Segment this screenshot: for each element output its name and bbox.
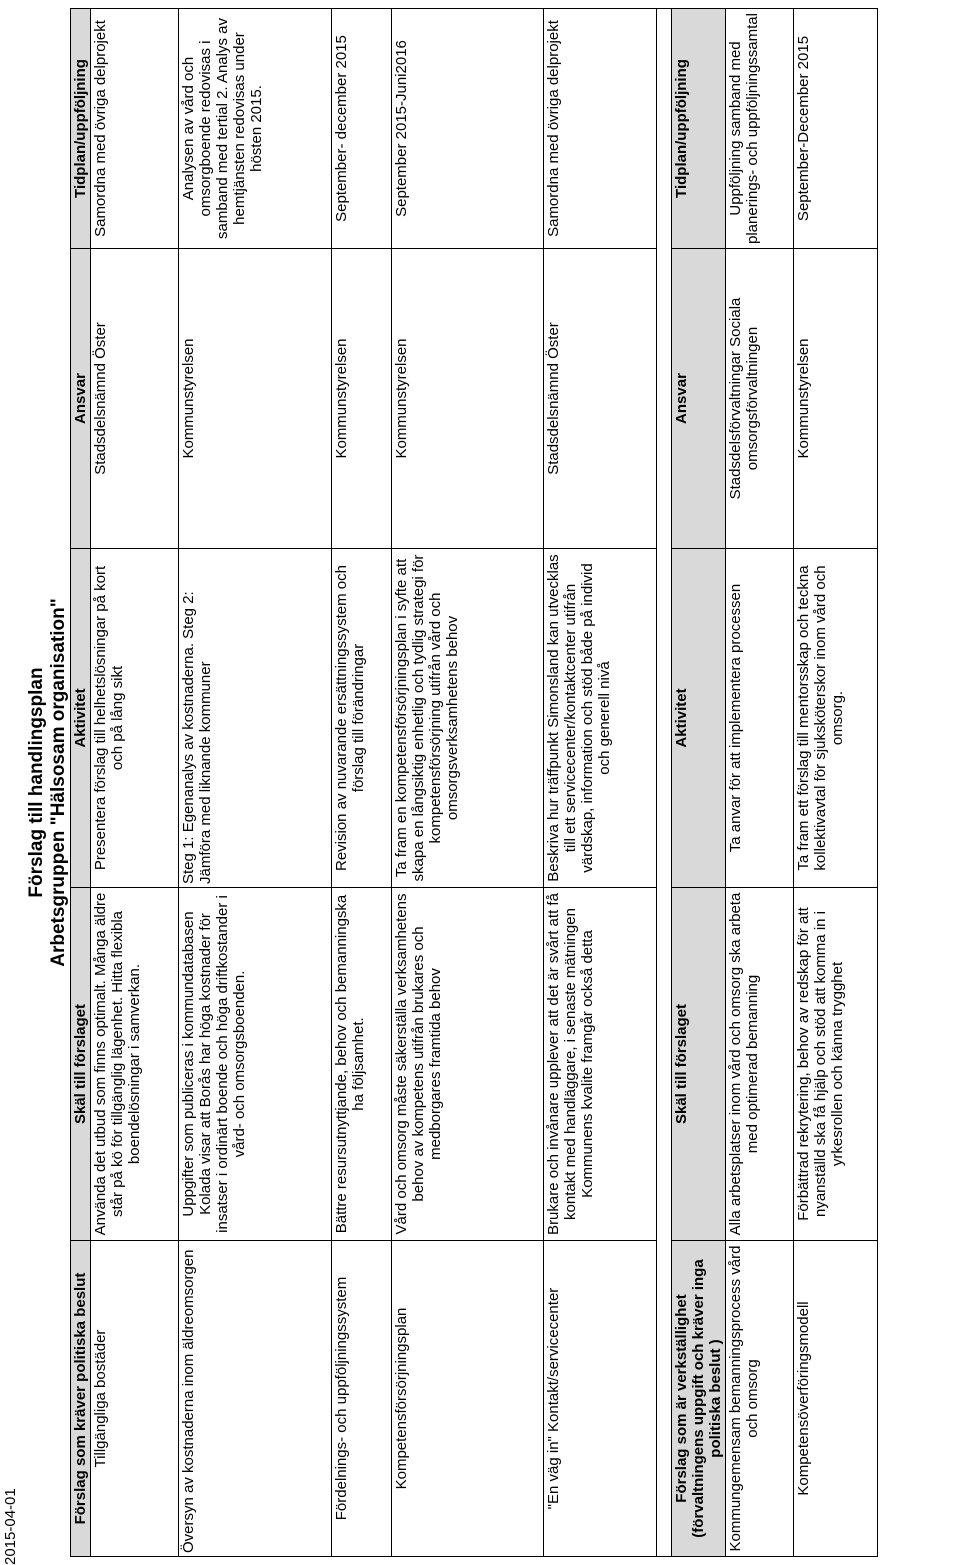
schedule-cell: Samordna med övriga delprojekt	[91, 9, 179, 249]
table-row	[332, 9, 392, 1557]
reason-cell: Alla arbetsplatser inom vård och omsorg ska arbeta med optimerad bemanning	[726, 888, 794, 1241]
spacer-row	[657, 9, 672, 1557]
reason-cell: Förbättrad rekrytering, behov av redskap för att nyanställd ska få hjälp och stöd att komma in i yrkesrollen och känna trygghet	[794, 888, 878, 1241]
reason-cell: Bättre resursutnyttjande, behov och bemanningska ha följsamhet.	[332, 888, 392, 1241]
header-reason: Skäl till förslaget	[71, 888, 91, 1241]
responsible-cell: Kommunstyrelsen	[179, 249, 332, 549]
section1-header-row	[71, 9, 91, 1557]
activity-cell: Presentera förslag till helhetslösningar på kort och på lång sikt	[91, 549, 179, 888]
activity-cell: Ta fram en kompetensförsörjningsplan i syfte att skapa en långsiktig enhetlig och tydlig strategi för kompetensförsörjning utifrån vård och omsorgsverksamhetens behov	[392, 549, 544, 888]
schedule-cell: Uppföljning samband med planerings- och uppföljningssamtal	[726, 9, 794, 249]
schedule-cell: September- december 2015	[332, 9, 392, 249]
section2-header-row	[672, 9, 726, 1557]
document-date: 2015-04-01	[2, 1488, 19, 1565]
header-schedule: Tidplan/uppföljning	[71, 9, 91, 249]
responsible-cell: Stadsdelsnämnd Öster	[91, 249, 179, 549]
responsible-cell: Kommunstyrelsen	[794, 249, 878, 549]
reason-cell: Brukare och invånare upplever att det är svårt att få kontakt med handläggare, i senaste mätningen Kommunens kvalite framgår också detta	[544, 888, 657, 1241]
header-schedule: Tidplan/uppföljning	[672, 9, 726, 249]
proposal-cell: Kompetensöverföringsmodell	[794, 1241, 878, 1557]
header-reason: Skäl till förslaget	[672, 888, 726, 1241]
schedule-cell: Samordna med övriga delprojekt	[544, 9, 657, 249]
table-row	[179, 9, 332, 1557]
proposal-cell: Fördelnings- och uppföljningssystem	[332, 1241, 392, 1557]
reason-cell: Vård och omsorg måste säkerställa verksamhetens behov av kompetens utifrån brukares och medborgares framtida behov	[392, 888, 544, 1241]
document-subtitle: Arbetsgruppen "Hälsosam organisation"	[48, 598, 69, 967]
activity-cell: Beskriva hur träffpunkt Simonsland kan utvecklas till ett servicecenter/kontaktcenter utifrån värdskap, information och stöd både på individ och generell nivå	[544, 549, 657, 888]
table-row	[392, 9, 544, 1557]
responsible-cell: Stadsdelsförvaltningar Sociala omsorgsförvaltningen	[726, 249, 794, 549]
reason-cell: Använda det utbud som finns optimalt. Många äldre står på kö för tillgänglig lägenhet. Hitta flexibla boendelösningar i samverkan.	[91, 888, 179, 1241]
header-activity: Aktivitet	[71, 549, 91, 888]
table-row	[794, 9, 878, 1557]
proposal-cell: Kompetensförsörjningsplan	[392, 1241, 544, 1557]
spacer-cell	[657, 9, 672, 1557]
activity-cell: Ta anvar för att implementera processen	[726, 549, 794, 888]
schedule-cell: Analysen av vård och omsorgboende redovisas i samband med tertial 2. Analys av hemtjänsten redovisas under hösten 2015.	[179, 9, 332, 249]
header-responsible: Ansvar	[71, 249, 91, 549]
table-row	[726, 9, 794, 1557]
responsible-cell: Stadsdelsnämnd Öster	[544, 249, 657, 549]
header-responsible: Ansvar	[672, 249, 726, 549]
header-proposal: Förslag som är verkställighet (förvaltningens uppgift och kräver inga politiska beslut )	[672, 1241, 726, 1557]
schedule-cell: September-December 2015	[794, 9, 878, 249]
proposal-cell: Kommungemensam bemanningsprocess vård och omsorg	[726, 1241, 794, 1557]
table-row	[544, 9, 657, 1557]
reason-cell: Uppgifter som publiceras i kommundatabasen Kolada visar att Borås har höga kostnader för insatser i ordinärt boende och höga driftkostander i vård- och omsorgsboenden.	[179, 888, 332, 1241]
proposal-cell: "En väg in" Kontakt/servicecenter	[544, 1241, 657, 1557]
activity-cell: Steg 1: Egenanalys av kostnaderna. Steg 2: Jämföra med liknande kommuner	[179, 549, 332, 888]
document-title: Förslag till handlingsplan	[26, 667, 47, 898]
proposal-cell: Översyn av kostnaderna inom äldreomsorgen	[179, 1241, 332, 1557]
responsible-cell: Kommunstyrelsen	[392, 249, 544, 549]
header-proposal: Förslag som kräver politiska beslut	[71, 1241, 91, 1557]
responsible-cell: Kommunstyrelsen	[332, 249, 392, 549]
activity-cell: Ta fram ett förslag till mentorsskap och teckna kollektivavtal för sjuksköterskor inom vård och omsorg.	[794, 549, 878, 888]
header-activity: Aktivitet	[672, 549, 726, 888]
table-row	[91, 9, 179, 1557]
action-plan-table	[70, 8, 878, 1557]
proposal-cell: Tillgängliga bostäder	[91, 1241, 179, 1557]
activity-cell: Revision av nuvarande ersättningssystem och förslag till förändringar	[332, 549, 392, 888]
schedule-cell: September 2015-Juni2016	[392, 9, 544, 249]
